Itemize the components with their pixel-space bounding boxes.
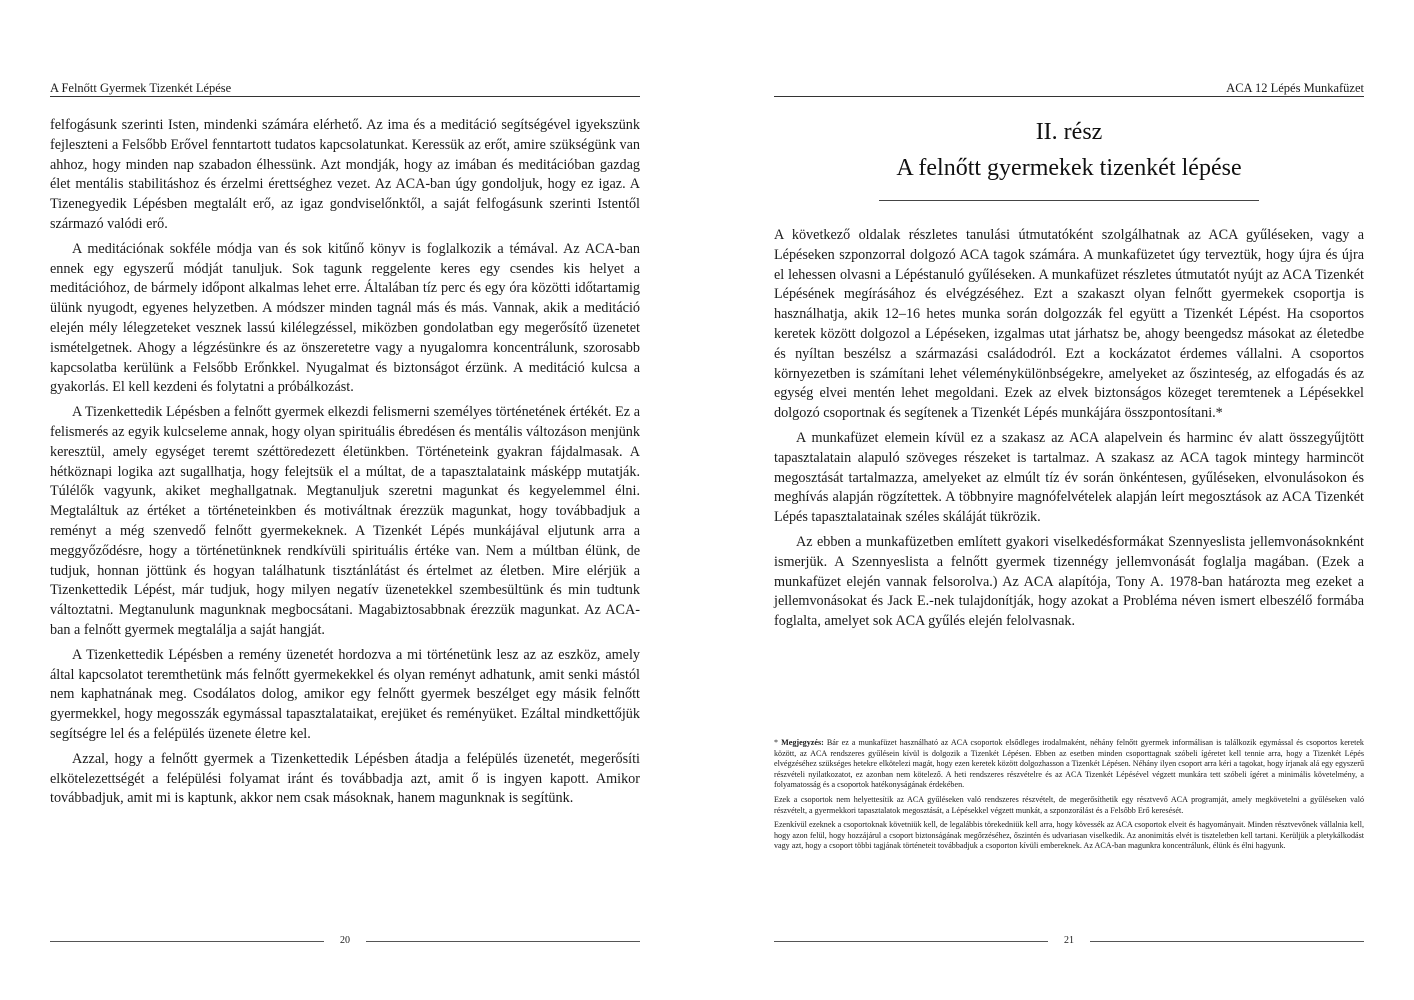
- footer-rule-right: [1090, 941, 1364, 942]
- right-page: [774, 0, 1364, 1000]
- footnote-text: Bár ez a munkafüzet használható az ACA csoportok elsődleges irodalmaként, néhány felnőtt gyermek informálisan is találkozik egymással és csoportos keretek között, az ACA rendszeres gyűlésein kívül is dolgozik a Tizenkét Lépésen. Ebben az esetben minden csoporttagnak szóbeli ígéretet kell tennie arra, hogy a Tizenkét Lépés elvégzéséhez szükséges hetekre elkötelezi magát, hogy ezen keretek között dolgozhasson a Tizenkét Lépésen. Néhány ilyen csoport arra kéri a tagokat, hogy írjanak alá egy egyszerű részvételi nyilatkozatot, ez azonban nem kötelező. A heti rendszeres részvételre és az ACA Tizenkét Lépésével végzett munkára tett szóbeli ígéret a minimális követelmény, a folyamatosság és a csoportok hatékonyságának érdekében.: [774, 738, 1364, 790]
- footer-rule-left: [774, 941, 1048, 942]
- footnote: [774, 738, 1364, 856]
- running-head-right: ACA 12 Lépés Munkafüzet: [1226, 81, 1364, 95]
- title-rule: [879, 200, 1259, 201]
- paragraph: Azzal, hogy a felnőtt gyermek a Tizenkettedik Lépésben átadja a felépülés üzenetét, megerősíti elkötelezettségét a felépülési folyamat iránt és továbbadja azt, amit ő is ingyen kapott. Amikor továbbadjuk, amit mi is kaptunk, akkor nem csak másoknak, hanem magunknak is segítünk.: [50, 750, 640, 807]
- paragraph: A Tizenkettedik Lépésben a remény üzenetét hordozva a mi történetünk lesz az az eszköz, amely által kapcsolatot teremthetünk más felnőtt gyermekekkel és olyan reményt adhatunk, amit senki mástól nem kaphatnának meg. Csodálatos dolog, amikor egy felnőtt gyermek beszélget egy másik felnőtt gyermekkel, hogy megosszák egymással tapasztalataikat, erejüket és reményüket. Ezáltal mindkettőjük segítségre lel és a felépülés üzenete életre kel.: [50, 646, 640, 742]
- header-rule-left: [50, 96, 640, 97]
- footnote-paragraph: Ezek a csoportok nem helyettesítik az ACA gyűléseken való rendszeres részvételt, de megerősíthetik egy résztvevő ACA programját, amely megkövetelni a gyűléseken való részvételt, a gyermekkori tapasztalatok megosztását, a Lépésekkel végzett munkát, a szponzorálást és a Felsőbb Erő keresését.: [774, 794, 1364, 815]
- paragraph: A Tizenkettedik Lépésben a felnőtt gyermek elkezdi felismerni személyes történetének értékét. Ez a felismerés az egyik kulcseleme annak, hogy olyan spirituális ébredésen és mentális változáson menjünk keresztül, amely egységet teremt széttöredezett életünkben. Történeteink gyakran fájdalmasak. A hétköznapi logika azt sugallhatja, hogy felejtsük el a múltat, de a tapasztalataink másképp mutatják. Túlélők vagyunk, akiket meghallgatnak. Megtanuljuk szeretni magunkat és kegyelemmel élni. Megtaláltuk az értéket a történeteinkben és motiváltnak érezzük magunkat, hogy továbbadjuk a reményt a még szenvedő felnőtt gyermekeknek. A Tizenkét Lépés munkájával eljutunk arra a meggyőződésre, hogy a történetünknek rendkívüli spirituális értéke van. Nem a múltban élünk, de tudjuk, honnan jöttünk és hogyan találhatunk tisztánlátást és értelmet az életben. Mire elérjük a Tizenkettedik Lépést, már tudjuk, hogy milyen negatív üzenetekkel szembesültünk és min tudtunk változtatni. Megtanulunk magunknak megbocsátani. Magabiztosabbnak érezzük magunkat. Az ACA-ban a felnőtt gyermek megtalálja a saját hangját.: [50, 404, 640, 638]
- paragraph: A munkafüzet elemein kívül ez a szakasz az ACA alapelvein és harminc év alatt összegyűjtött tapasztalatain alapuló szöveges részeket is tartalmaz. A szakasz az ACA tagok mintegy harmincöt megosztását tartalmazza, amelyeket az elmúlt tíz év során önkéntesen, gyűléseken, elvonulásokon és meghívás alapján rögzítettek. A többnyire magnófelvételek alapján leírt megosztások az ACA Tizenkét Lépés tapasztalatainak széles skáláját tükrözik.: [774, 429, 1364, 526]
- part-title: II. rész: [1035, 119, 1103, 145]
- footnote-label: Megjegyzés:: [781, 738, 824, 747]
- paragraph: Az ebben a munkafüzetben említett gyakori viselkedésformákat Szennyeslista jellemvonásoknként ismerjük. A Szennyeslista a felnőtt gyermek tizennégy jellemvonását foglalja magában. (Ezek a munkafüzet elején vannak felsorolva.) Az ACA alapítója, Tony A. 1978-ban határozta meg ezeket a jellemvonásokat és Jack E.-nek tulajdonítják, hogy azokat a Probléma néven ismert elbeszélő formába foglalta, amelyet sok ACA gyűlés elején felolvasnak.: [774, 533, 1364, 630]
- right-page-body: [774, 226, 1364, 637]
- running-head-left: A Felnőtt Gyermek Tizenkét Lépése: [50, 81, 232, 95]
- page-number-left: 20: [340, 935, 350, 946]
- paragraph: A meditációnak sokféle módja van és sok kitűnő könyv is foglalkozik a témával. Az ACA-ban ennek egy egyszerű módját tanuljuk. Sok tagunk reggelente keres egy csendes kis helyet a meditációhoz, de bármely időpont alkalmas lehet erre. Általában tíz perc és egy óra közötti időtartamig ülünk nyugodt, egyenes helyzetben. A módszer minden tagnál más és más. Vannak, akik a meditáció elején mély lélegzeteket vesznek lassú kilélegzéssel, miközben gondolatban egy megerősítő üzenetet ismételgetnek. Ahogy a légzésünkre és az önszeretetre vagy a nyugalomra koncentrálunk, szorosabb kapcsolatba kerülünk a Felsőbb Erőnkkel. Nyugalmat és biztonságot érzünk. A meditáció kulcsa a gyakorlás. El kell kezdeni és folytatni a próbálkozást.: [50, 240, 640, 396]
- paragraph: A következő oldalak részletes tanulási útmutatóként szolgálhatnak az ACA gyűléseken, vagy a Lépéseken szponzorral dolgozó ACA tagok számára. A munkafüzetet úgy terveztük, hogy újra és újra el lehessen olvasni a Lépéstanuló gyűléseken. A munkafüzet részletes útmutatót nyújt az ACA Tizenkét Lépésének megírásához és elvégzéséhez. Ezt a szakaszt olyan felnőtt gyermekek csoportja is használhatja, akik 12–16 hetes munka során dolgozzák fel együtt a Tizenkét Lépést. Ha csoportos keretek között dolgozol a Lépéseken, izgalmas utat járhatsz be, ahogy beengedsz másokat az életedbe és nyíltan beszélsz a származási családodról. Ezt a kockázatot érdemes vállalni. A csoportos környezetben is számítani lehet véleménykülönbségekre, amelyeket az őszinteség, az elfogadás és az egység elvei mentén lehet megoldani. Ezek az elvek biztonságos közeget teremtenek a Lépésekkel dolgozó csoportnak és segítenek a Tizenkét Lépés munkájára összpontosítani.*: [774, 227, 1364, 422]
- paragraph: felfogásunk szerinti Isten, mindenki számára elérhető. Az ima és a meditáció segítségével igyekszünk fejleszteni a Felsőbb Erővel fenntartott tudatos kapcsolatunkat. Keressük az erőt, amire szükségünk van ahhoz, hogy minden nap szabadon élhessünk. Azt mondják, hogy az imában és meditációban gazdag élet mentális stabilitáshoz és érzelmi érettséghez vezet. Az ACA-ban úgy gondoljuk, hogy ez igaz. A Tizenegyedik Lépésben megtalált erő, az igaz gondviselőnktől, a saját felfogásunk szerinti Istentől származó valódi erő.: [50, 117, 640, 232]
- left-page: [50, 0, 640, 1000]
- header-rule-right: [774, 96, 1364, 97]
- footnote-paragraph: Ezenkívül ezeknek a csoportoknak követniük kell, de legalábbis törekedniük kell arra, hogy kövessék az ACA csoportok elveit és hagyományait. Minden résztvevőnek vállalnia kell, hogy azon felül, hogy hozzájárul a csoport biztonságának megőrzéséhez, őszintén és udvariasan viselkedik. Az anonimitás elvét is tiszteletben kell tartani. Kerüljük a pletykálkodást vagy azt, hogy a csoport többi tagjának történeteit továbbadjuk a csoporton kívüli embereknek. Az ACA-ban magunkra koncentrálunk, élünk és élni hagyunk.: [774, 820, 1364, 851]
- footnote-paragraph: [774, 738, 1364, 791]
- part-subtitle: A felnőtt gyermekek tizenkét lépése: [896, 155, 1242, 181]
- footnote-marker: *: [774, 738, 779, 747]
- part-heading: [774, 114, 1364, 186]
- footer-rule-left: [50, 941, 324, 942]
- left-page-body: [50, 116, 640, 814]
- footer-rule-right: [366, 941, 640, 942]
- page-number-right: 21: [1064, 935, 1074, 946]
